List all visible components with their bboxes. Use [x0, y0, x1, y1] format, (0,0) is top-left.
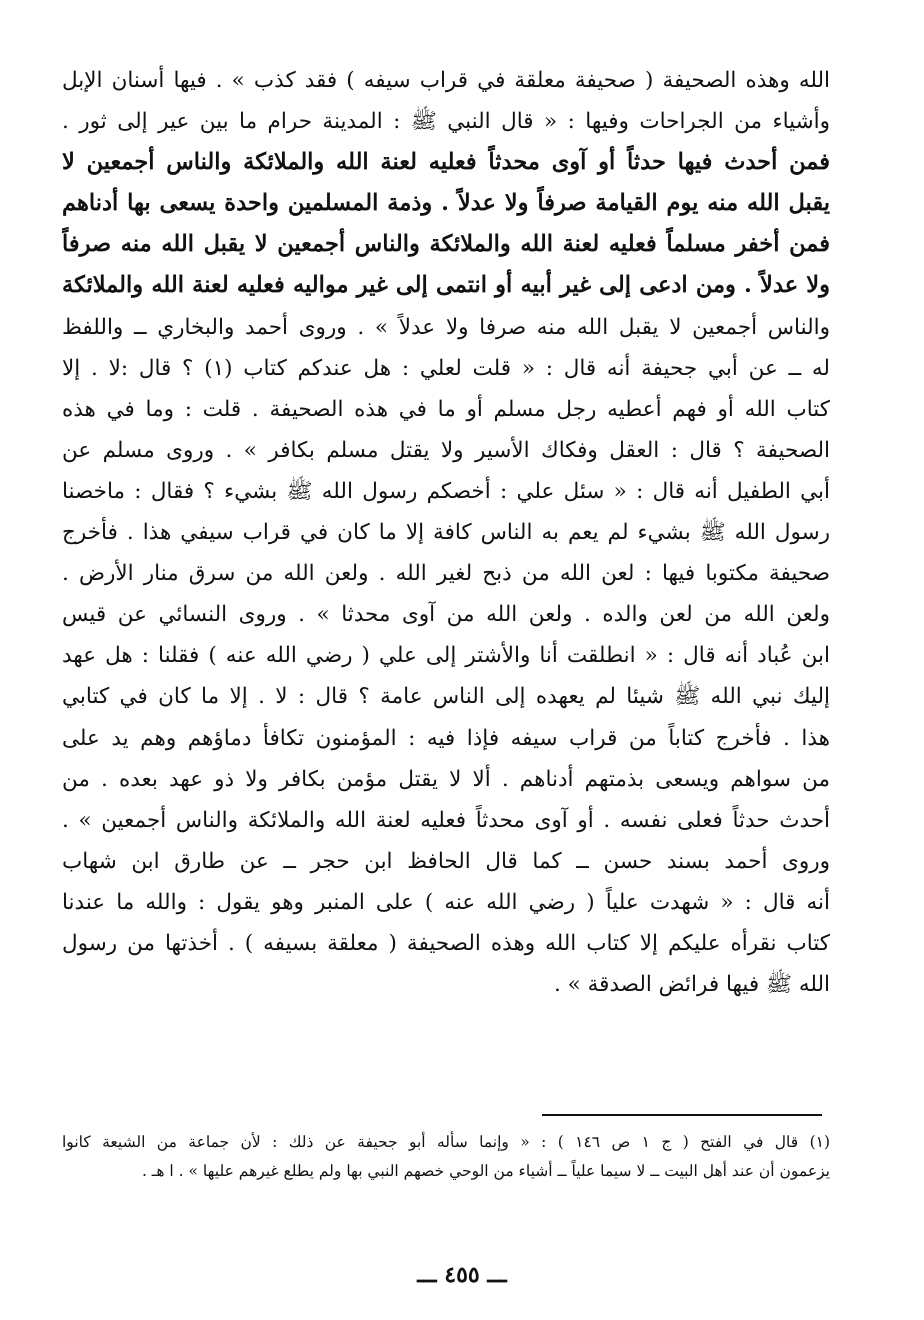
- text-line: الصحيفة ؟ قال : العقل وفكاك الأسير ولا يقتل مسلم بكافر » . وروى مسلم عن: [62, 437, 830, 463]
- text-line: أبي الطفيل أنه قال : « سئل علي : أخصكم رسول الله ﷺ بشيء ؟ فقال : ماخصنا: [62, 478, 830, 504]
- text-line: ولعن الله من لعن والده . ولعن الله من آوى محدثا » . وروى النسائي عن قيس: [62, 602, 830, 628]
- text-line: يقبل الله منه يوم القيامة صرفاً ولا عدلاً . وذمة المسلمين واحدة يسعى بها أدناهم: [62, 190, 830, 217]
- text-line: أحدث حدثاً فعلى نفسه . أو آوى محدثاً فعليه لعنة الله والملائكة والناس أجمعين » .: [62, 807, 830, 833]
- text-line: ولا عدلاً . ومن ادعى إلى غير أبيه أو انتمى إلى غير مواليه فعليه لعنة الله والملائكة: [62, 272, 830, 299]
- text-line: إليك نبي الله ﷺ شيئا لم يعهده إلى الناس عامة ؟ قال : لا . إلا ما كان في كتابي: [62, 684, 830, 710]
- text-line: والناس أجمعين لا يقبل الله منه صرفا ولا عدلاً » . وروى أحمد والبخاري ــ واللفظ: [62, 314, 830, 340]
- text-line: أنه قال : « شهدت علياً ( رضي الله عنه ) على المنبر وهو يقول : والله ما عندنا: [62, 889, 830, 915]
- text-line: فمن أحدث فيها حدثاً أو آوى محدثاً فعليه لعنة الله والملائكة والناس أجمعين لا: [62, 149, 830, 176]
- text-line: هذا . فأخرج كتاباً من قراب سيفه فإذا فيه : المؤمنون تكافأ دماؤهم وهم يد على: [62, 725, 830, 751]
- text-line: الله وهذه الصحيفة ( صحيفة معلقة في قراب سيفه ) فقد كذب » . فيها أسنان الإبل: [62, 68, 830, 93]
- text-line: فمن أخفر مسلماً فعليه لعنة الله والملائكة والناس أجمعين لا يقبل الله منه صرفاً: [62, 231, 830, 258]
- text-line: رسول الله ﷺ بشيء لم يعم به الناس كافة إلا ما كان في قراب سيفي هذا . فأخرج: [62, 520, 830, 546]
- page-body: [62, 60, 830, 1005]
- footnote-divider: [542, 1114, 822, 1116]
- footnotes: [62, 1128, 830, 1186]
- main-text: [62, 60, 830, 1005]
- text-line: له ــ عن أبي جحيفة أنه قال : « قلت لعلي : هل عندكم كتاب (١) ؟ قال :لا . إلا: [62, 355, 830, 381]
- text-line: من سواهم ويسعى بذمتهم أدناهم . ألا لا يقتل مؤمن بكافر ولا ذو عهد بعده . من: [62, 766, 830, 792]
- text-line: ابن عُباد أنه قال : « انطلقت أنا والأشتر إلى علي ( رضي الله عنه ) فقلنا : هل عهد: [62, 643, 830, 669]
- footnote-line: (١) قال في الفتح ( ج ١ ص ١٤٦ ) : « وإنما سأله أبو جحيفة عن ذلك : لأن جماعة من الشيعة كانوا: [62, 1133, 830, 1151]
- text-line: وأشياء من الجراحات وفيها : « قال النبي ﷺ : المدينة حرام ما بين عير إلى ثور .: [62, 109, 830, 135]
- text-line: كتاب الله أو فهم أعطيه رجل مسلم أو ما في هذه الصحيفة . قلت : وما في هذه: [62, 396, 830, 422]
- text-line: صحيفة مكتوبا فيها : لعن الله من ذبح لغير الله . ولعن الله من سرق منار الأرض .: [62, 561, 830, 587]
- page-number: ـــ ٤٥٥ ـــ: [417, 1262, 507, 1288]
- footnote-line: يزعمون أن عند أهل البيت ــ لا سيما علياً ــ أشياء من الوحي خصهم النبي بها ولم يطلع غيرهم عليها » . ا هـ .: [141, 1162, 830, 1180]
- text-line: الله ﷺ فيها فرائض الصدقة » .: [553, 972, 830, 998]
- text-line: كتاب نقرأه عليكم إلا كتاب الله وهذه الصحيفة ( معلقة بسيفه ) . أخذتها من رسول: [62, 930, 830, 956]
- text-line: وروى أحمد بسند حسن ــ كما قال الحافظ ابن حجر ــ عن طارق ابن شهاب: [62, 848, 830, 874]
